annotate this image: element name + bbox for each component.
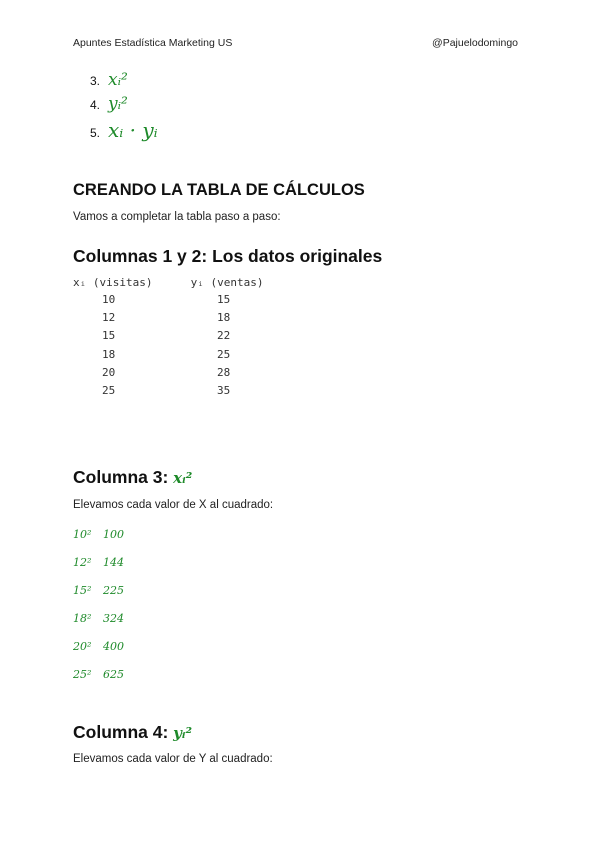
table-row xyxy=(102,329,230,347)
subsection-heading: Columnas 1 y 2: Los datos originales xyxy=(73,246,383,266)
square-row xyxy=(73,556,124,584)
cell-y: 25 xyxy=(217,347,231,361)
section-intro: Elevamos cada valor de X al cuadrado: xyxy=(73,499,274,511)
list-number: 3. xyxy=(90,74,101,88)
cell-x: 20 xyxy=(102,365,116,379)
heading-text: Columna 3: xyxy=(73,467,169,487)
cell-y: 15 xyxy=(217,293,231,306)
table-row xyxy=(102,293,230,311)
cell-x: 18 xyxy=(102,347,116,361)
cell-y: 28 xyxy=(217,365,231,379)
math-formula: xᵢ · yᵢ xyxy=(108,118,158,142)
data-table xyxy=(102,293,230,402)
square-value: 100 xyxy=(103,528,124,541)
square-row xyxy=(73,528,124,556)
square-row xyxy=(73,668,124,696)
section-heading: CREANDO LA TABLA DE CÁLCULOS xyxy=(73,181,365,199)
table-row xyxy=(102,366,230,384)
square-value: 400 xyxy=(103,640,124,653)
square-expression: 25² xyxy=(73,668,92,681)
square-row xyxy=(73,612,124,640)
header-title: Apuntes Estadística Marketing US xyxy=(73,37,233,49)
square-value: 144 xyxy=(103,556,124,569)
column-header-x: xᵢ (visitas) xyxy=(73,276,153,289)
square-expression: 20² xyxy=(73,640,92,653)
square-row xyxy=(73,584,124,612)
math-formula: xᵢ² xyxy=(108,70,128,90)
square-expression: 15² xyxy=(73,584,92,597)
square-value: 324 xyxy=(103,612,124,625)
cell-x: 25 xyxy=(102,383,116,397)
square-expression: 10² xyxy=(73,528,92,541)
list-item xyxy=(90,118,158,142)
subsection-heading xyxy=(73,722,192,743)
table-row xyxy=(102,384,230,402)
list-item xyxy=(90,94,158,118)
table-row xyxy=(102,348,230,366)
subsection-heading xyxy=(73,467,192,488)
square-row xyxy=(73,640,124,668)
squares-list xyxy=(73,528,124,696)
table-row xyxy=(102,311,230,329)
list-number: 5. xyxy=(90,126,101,140)
cell-y: 35 xyxy=(217,383,231,397)
formula-list xyxy=(90,70,158,142)
data-table-header xyxy=(73,276,263,289)
list-item xyxy=(90,70,158,94)
column-header-y: yᵢ (ventas) xyxy=(190,276,264,289)
list-number: 4. xyxy=(90,98,101,112)
cell-x: 15 xyxy=(102,329,116,343)
cell-x: 10 xyxy=(102,293,116,306)
heading-math: xᵢ² xyxy=(173,469,193,487)
square-expression: 18² xyxy=(73,612,92,625)
square-expression: 12² xyxy=(73,556,92,569)
square-value: 625 xyxy=(103,668,124,681)
heading-text: Columna 4: xyxy=(73,722,169,742)
cell-y: 18 xyxy=(217,311,231,325)
square-value: 225 xyxy=(103,584,124,597)
math-formula: yᵢ² xyxy=(108,94,128,114)
section-intro: Elevamos cada valor de Y al cuadrado: xyxy=(73,753,273,765)
header-author: @Pajuelodomingo xyxy=(432,37,518,49)
heading-math: yᵢ² xyxy=(173,724,193,742)
cell-x: 12 xyxy=(102,311,116,325)
section-intro: Vamos a completar la tabla paso a paso: xyxy=(73,211,281,223)
cell-y: 22 xyxy=(217,329,231,343)
